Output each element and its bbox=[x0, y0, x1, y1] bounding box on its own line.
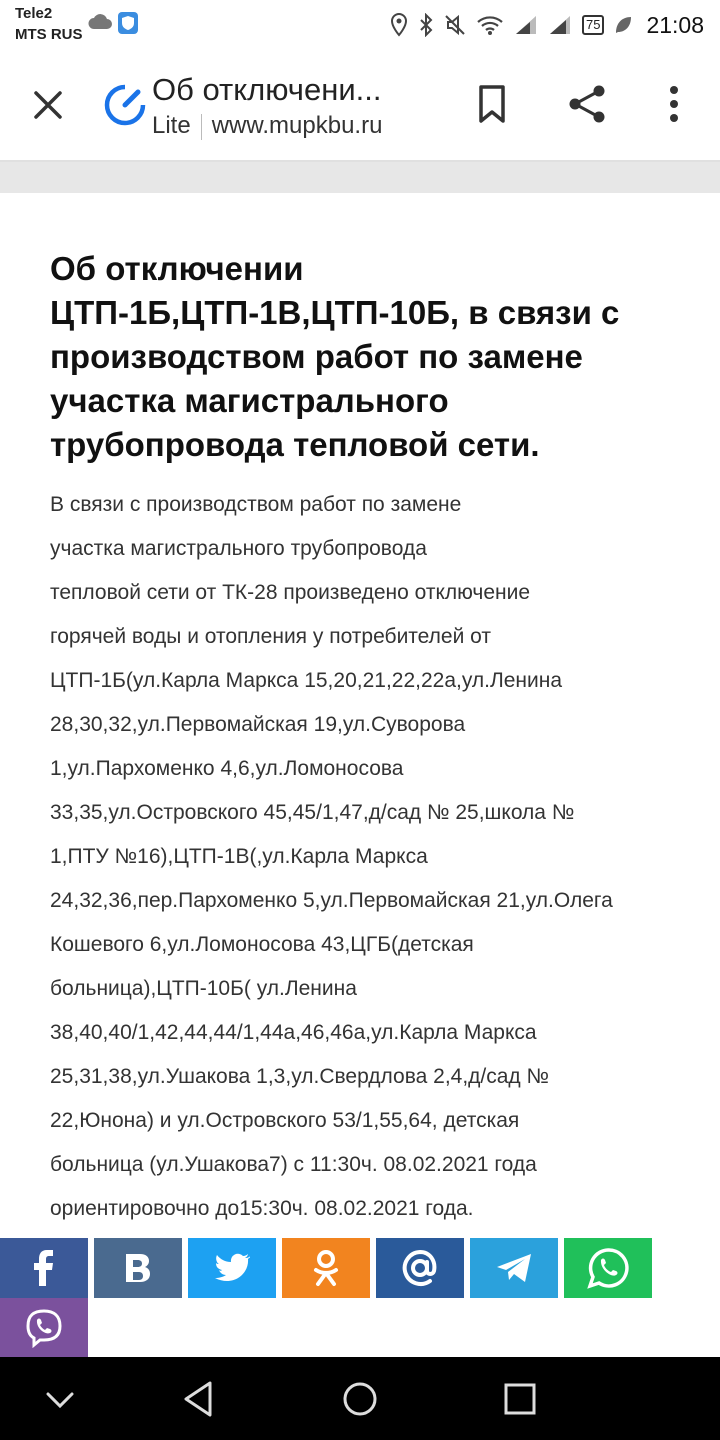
article-line: 25,31,38,ул.Ушакова 1,3,ул.Свердлова 2,4,д/сад № bbox=[50, 1065, 550, 1088]
lite-mode-label: Lite bbox=[152, 112, 191, 139]
article-title: Об отключении ЦТП-1Б,ЦТП-1В,ЦТП-10Б, в связи с производством работ по замене участка магистрального трубопровода тепловой сети. bbox=[50, 250, 620, 463]
wifi-icon bbox=[476, 14, 504, 36]
twitter-icon bbox=[214, 1253, 250, 1283]
ok-share-button[interactable] bbox=[282, 1238, 370, 1298]
site-logo-icon bbox=[103, 83, 147, 127]
carrier-name-1: Tele2 bbox=[15, 5, 53, 22]
page-title: Об отключени... bbox=[152, 72, 382, 107]
status-bar bbox=[0, 0, 720, 50]
article-line: 28,30,32,ул.Первомайская 19,ул.Суворова bbox=[50, 713, 466, 736]
bookmark-icon[interactable] bbox=[470, 82, 514, 126]
clock: 21:08 bbox=[646, 11, 704, 38]
recents-icon[interactable] bbox=[498, 1377, 542, 1421]
back-icon[interactable] bbox=[178, 1377, 222, 1421]
article-body bbox=[50, 483, 690, 1231]
article-line: больница (ул.Ушакова7) с 11:30ч. 08.02.2021 года bbox=[50, 1153, 537, 1176]
whatsapp-share-button[interactable] bbox=[564, 1238, 652, 1298]
shield-icon bbox=[117, 11, 139, 35]
twitter-share-button[interactable] bbox=[188, 1238, 276, 1298]
divider bbox=[201, 114, 202, 140]
location-icon bbox=[390, 13, 408, 37]
viber-icon bbox=[24, 1308, 64, 1348]
article-line: горячей воды и отопления у потребителей от bbox=[50, 625, 491, 648]
battery-icon: 75 bbox=[582, 15, 604, 35]
telegram-icon bbox=[495, 1252, 533, 1284]
article-line: участка магистрального трубопровода bbox=[50, 537, 427, 560]
bluetooth-icon bbox=[418, 13, 434, 37]
page-header-band bbox=[0, 162, 720, 193]
whatsapp-icon bbox=[587, 1247, 629, 1289]
signal-icon bbox=[548, 14, 572, 36]
article-line: 33,35,ул.Островского 45,45/1,47,д/сад № 25,школа № bbox=[50, 801, 575, 824]
telegram-share-button[interactable] bbox=[470, 1238, 558, 1298]
chevron-down-icon[interactable] bbox=[38, 1377, 82, 1421]
article-line: ЦТП-1Б(ул.Карла Маркса 15,20,21,22,22а,ул.Ленина bbox=[50, 669, 563, 692]
home-icon[interactable] bbox=[338, 1377, 382, 1421]
article-line: 22,Юнона) и ул.Островского 53/1,55,64, детская bbox=[50, 1109, 520, 1132]
vk-share-button[interactable] bbox=[94, 1238, 182, 1298]
at-icon bbox=[400, 1248, 440, 1288]
facebook-share-button[interactable] bbox=[0, 1238, 88, 1298]
vk-icon bbox=[120, 1250, 156, 1286]
share-icon[interactable] bbox=[566, 82, 610, 126]
article-line: 1,ул.Пархоменко 4,6,ул.Ломоносова bbox=[50, 757, 404, 780]
close-icon[interactable] bbox=[28, 85, 68, 125]
cloud-icon bbox=[87, 12, 113, 30]
article-line: 1,ПТУ №16),ЦТП-1В(,ул.Карла Маркса bbox=[50, 845, 428, 868]
viber-share-button[interactable] bbox=[0, 1298, 88, 1358]
ok-icon bbox=[311, 1248, 341, 1288]
url-bar[interactable] bbox=[152, 112, 382, 140]
mail-share-button[interactable] bbox=[376, 1238, 464, 1298]
article-line: 24,32,36,пер.Пархоменко 5,ул.Первомайская 21,ул.Олега bbox=[50, 889, 613, 912]
article-line: ориентировочно до15:30ч. 08.02.2021 года. bbox=[50, 1197, 474, 1220]
carrier-name-2: MTS RUS bbox=[15, 26, 83, 43]
article-line: Кошевого 6,ул.Ломоносова 43,ЦГБ(детская bbox=[50, 933, 474, 956]
more-vert-icon[interactable] bbox=[652, 82, 696, 126]
url-text: www.mupkbu.ru bbox=[211, 112, 383, 139]
leaf-icon bbox=[614, 15, 632, 35]
article-line: В связи с производством работ по замене bbox=[50, 493, 462, 516]
signal-icon bbox=[514, 14, 538, 36]
article-line: 38,40,40/1,42,44,44/1,44а,46,46а,ул.Карла Маркса bbox=[50, 1021, 537, 1044]
facebook-icon bbox=[26, 1248, 62, 1288]
system-nav-bar bbox=[0, 1357, 720, 1440]
browser-toolbar bbox=[0, 50, 720, 162]
article-line: тепловой сети от ТК-28 произведено отключение bbox=[50, 581, 531, 604]
article-line: больница),ЦТП-10Б( ул.Ленина bbox=[50, 977, 357, 1000]
mute-icon bbox=[444, 13, 466, 37]
